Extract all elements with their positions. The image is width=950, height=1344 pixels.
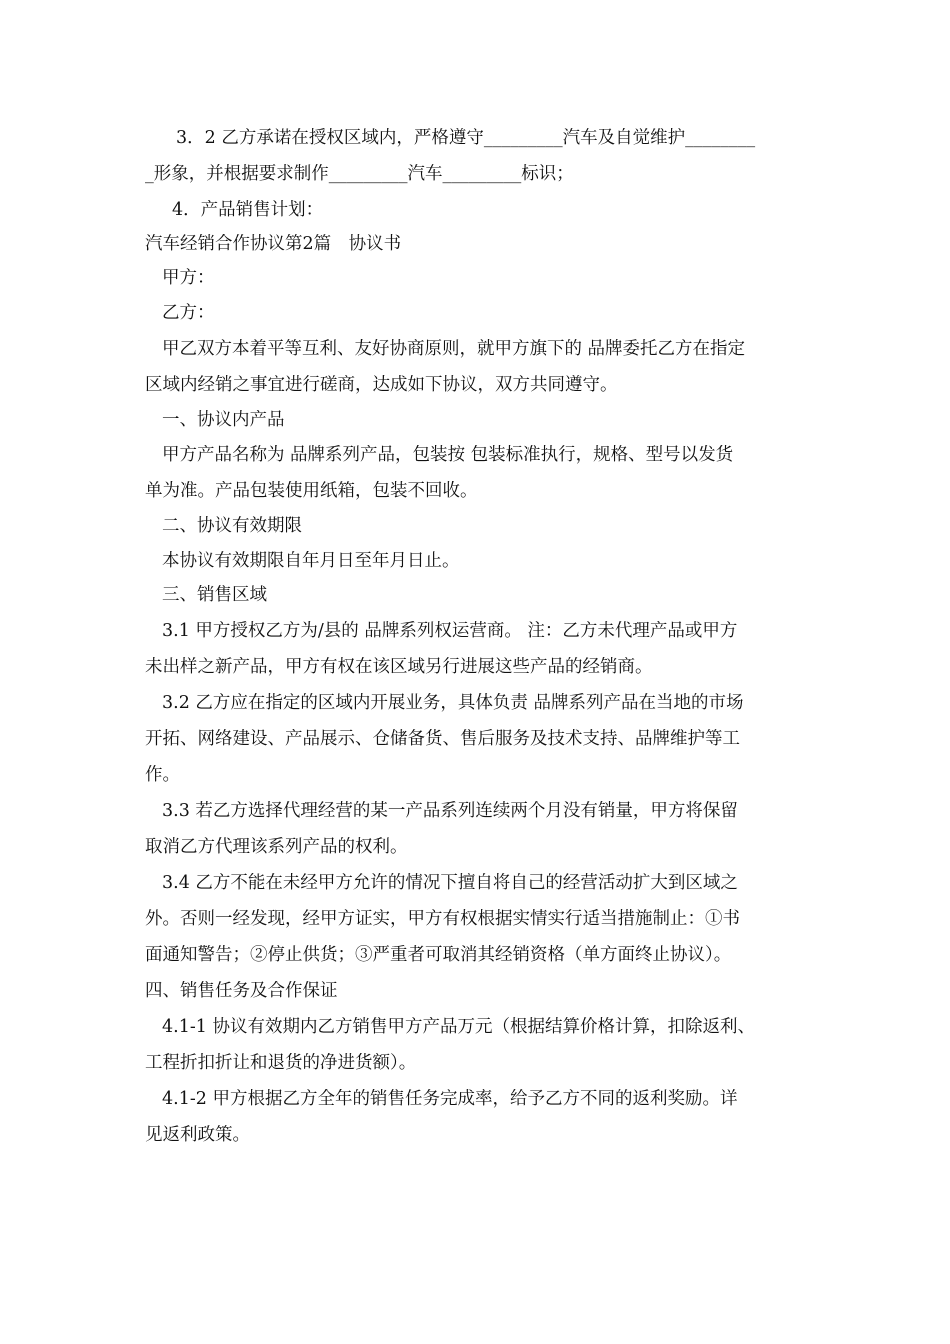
section-2-body: 本协议有效期限自年月日至年月日止。: [162, 551, 460, 571]
clause-3-1-line-1: 3.1 甲方授权乙方为/县的 品牌系列权运营商。 注：乙方未代理产品或甲方: [162, 621, 738, 641]
party-a-label: 甲方：: [162, 268, 215, 288]
clause-4-heading: 4．产品销售计划：: [172, 200, 324, 220]
section-4-heading: 四、销售任务及合作保证: [145, 981, 338, 1001]
clause-4-1-2-line-1: 4.1-2 甲方根据乙方全年的销售任务完成率，给予乙方不同的返利奖励。详: [162, 1089, 738, 1109]
clause-3-2b-line-3: 作。: [145, 765, 180, 785]
clause-4-1-1-line-1: 4.1-1 协议有效期内乙方销售甲方产品万元（根据结算价格计算，扣除返利、: [162, 1017, 755, 1037]
clause-3-2-line-2: _形象，并根据要求制作_________汽车_________标识；: [145, 164, 574, 184]
section-2-heading: 二、协议有效期限: [162, 516, 302, 536]
section-1-body-line-2: 单为准。产品包装使用纸箱，包装不回收。: [145, 481, 478, 501]
clause-4-1-2-line-2: 见返利政策。: [145, 1125, 250, 1145]
clause-4-1-1-line-2: 工程折扣折让和退货的净进货额）。: [145, 1053, 417, 1073]
clause-3-2-line-1: 3．2 乙方承诺在授权区域内，严格遵守_________汽车及自觉维护________: [176, 128, 756, 148]
clause-3-1-line-2: 未出样之新产品，甲方有权在该区域另行进展这些产品的经销商。: [145, 657, 653, 677]
section-1-heading: 一、协议内产品: [162, 410, 285, 430]
clause-3-4-line-2: 外。否则一经发现，经甲方证实，甲方有权根据实情实行适当措施制止：①书: [145, 909, 740, 929]
clause-3-3-line-2: 取消乙方代理该系列产品的权利。: [145, 837, 408, 857]
clause-3-4-line-3: 面通知警告；②停止供货；③严重者可取消其经销资格（单方面终止协议）。: [145, 945, 732, 965]
clause-3-4-line-1: 3.4 乙方不能在未经甲方允许的情况下擅自将自己的经营活动扩大到区域之: [162, 873, 738, 893]
clause-3-3-line-1: 3.3 若乙方选择代理经营的某一产品系列连续两个月没有销量，甲方将保留: [162, 801, 738, 821]
clause-3-2b-line-1: 3.2 乙方应在指定的区域内开展业务，具体负责 品牌系列产品在当地的市场: [162, 693, 744, 713]
clause-3-2b-line-2: 开拓、网络建设、产品展示、仓储备货、售后服务及技术支持、品牌维护等工: [145, 729, 740, 749]
section-3-heading: 三、销售区域: [162, 585, 267, 605]
preamble-line-1: 甲乙双方本着平等互利、友好协商原则，就甲方旗下的 品牌委托乙方在指定: [162, 339, 746, 359]
document-title: 汽车经销合作协议第2篇 协议书: [145, 234, 402, 254]
section-1-body-line-1: 甲方产品名称为 品牌系列产品，包装按 包装标准执行，规格、型号以发货: [162, 445, 734, 465]
party-b-label: 乙方：: [162, 303, 215, 323]
preamble-line-2: 区域内经销之事宜进行磋商，达成如下协议，双方共同遵守。: [145, 375, 618, 395]
